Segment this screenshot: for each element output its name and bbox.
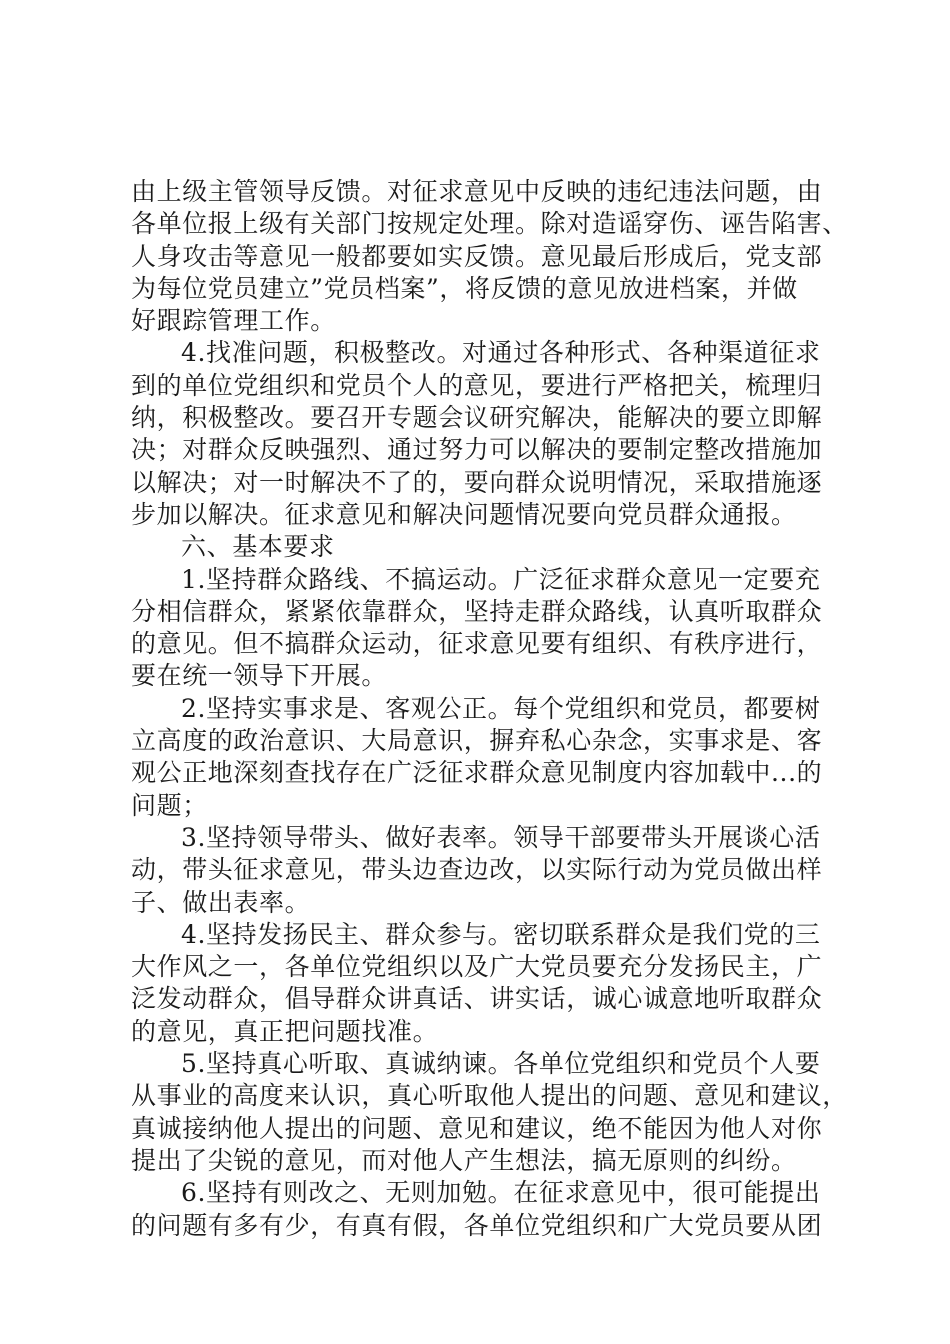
text-line: 好跟踪管理工作。 xyxy=(131,306,336,336)
text-line: 人身攻击等意见一般都要如实反馈。意见最后形成后，党支部 xyxy=(131,241,823,271)
text-line: 问题； xyxy=(131,790,208,820)
text-line: 到的单位党组织和党员个人的意见，要进行严格把关，梳理归 xyxy=(131,370,823,400)
text-line: 观公正地深刻查找存在广泛征求群众意见制度内容加载中...的 xyxy=(131,758,823,788)
text-line: 决；对群众反映强烈、通过努力可以解决的要制定整改措施加 xyxy=(131,435,823,465)
text-line: 各单位报上级有关部门按规定处理。除对造谣穿伤、诬告陷害、 xyxy=(131,209,848,239)
text-line: 步加以解决。征求意见和解决问题情况要向党员群众通报。 xyxy=(131,499,797,529)
text-line: 为每位党员建立”党员档案”，将反馈的意见放进档案，并做 xyxy=(131,273,798,303)
text-line: 要在统一领导下开展。 xyxy=(131,661,388,691)
text-line: 大作风之一，各单位党组织以及广大党员要充分发扬民主，广 xyxy=(131,952,823,982)
text-line: 分相信群众，紧紧依靠群众，坚持走群众路线，认真听取群众 xyxy=(131,596,823,626)
text-line: 子、做出表率。 xyxy=(131,887,311,917)
text-line: 的意见，真正把问题找准。 xyxy=(131,1016,439,1046)
text-line: 1.坚持群众路线、不搞运动。广泛征求群众意见一定要充 xyxy=(181,564,821,594)
text-line: 提出了尖锐的意见，而对他人产生想法，搞无原则的纠纷。 xyxy=(131,1145,797,1175)
text-line: 6.坚持有则改之、无则加勉。在征求意见中，很可能提出 xyxy=(181,1178,821,1208)
text-line: 由上级主管领导反馈。对征求意见中反映的违纪违法问题，由 xyxy=(131,177,823,206)
text-line: 纳，积极整改。要召开专题会议研究解决，能解决的要立即解 xyxy=(131,403,823,433)
text-line: 动，带头征求意见，带头边查边改，以实际行动为党员做出样 xyxy=(131,855,823,885)
text-line: 的问题有多有少，有真有假，各单位党组织和广大党员要从团 xyxy=(131,1210,823,1240)
text-line: 3.坚持领导带头、做好表率。领导干部要带头开展谈心活 xyxy=(181,822,821,852)
text-line: 的意见。但不搞群众运动，征求意见要有组织、有秩序进行， xyxy=(131,629,823,659)
text-line: 立高度的政治意识、大局意识，摒弃私心杂念，实事求是、客 xyxy=(131,726,823,756)
text-line: 4.坚持发扬民主、群众参与。密切联系群众是我们党的三 xyxy=(181,919,821,949)
text-line: 真诚接纳他人提出的问题、意见和建议，绝不能因为他人对你 xyxy=(131,1113,823,1143)
text-line: 从事业的高度来认识，真心听取他人提出的问题、意见和建议， xyxy=(131,1081,848,1111)
text-line: 2.坚持实事求是、客观公正。每个党组织和党员，都要树 xyxy=(181,693,821,723)
text-line: 泛发动群众，倡导群众讲真话、讲实话，诚心诚意地听取群众 xyxy=(131,984,823,1014)
text-line: 5.坚持真心听取、真诚纳谏。各单位党组织和党员个人要 xyxy=(181,1049,821,1079)
text-line: 以解决；对一时解决不了的，要向群众说明情况，采取措施逐 xyxy=(131,467,823,497)
text-line: 六、基本要求 xyxy=(181,532,335,562)
document-body xyxy=(131,176,848,1242)
text-line: 4.找准问题，积极整改。对通过各种形式、各种渠道征求 xyxy=(181,338,821,368)
